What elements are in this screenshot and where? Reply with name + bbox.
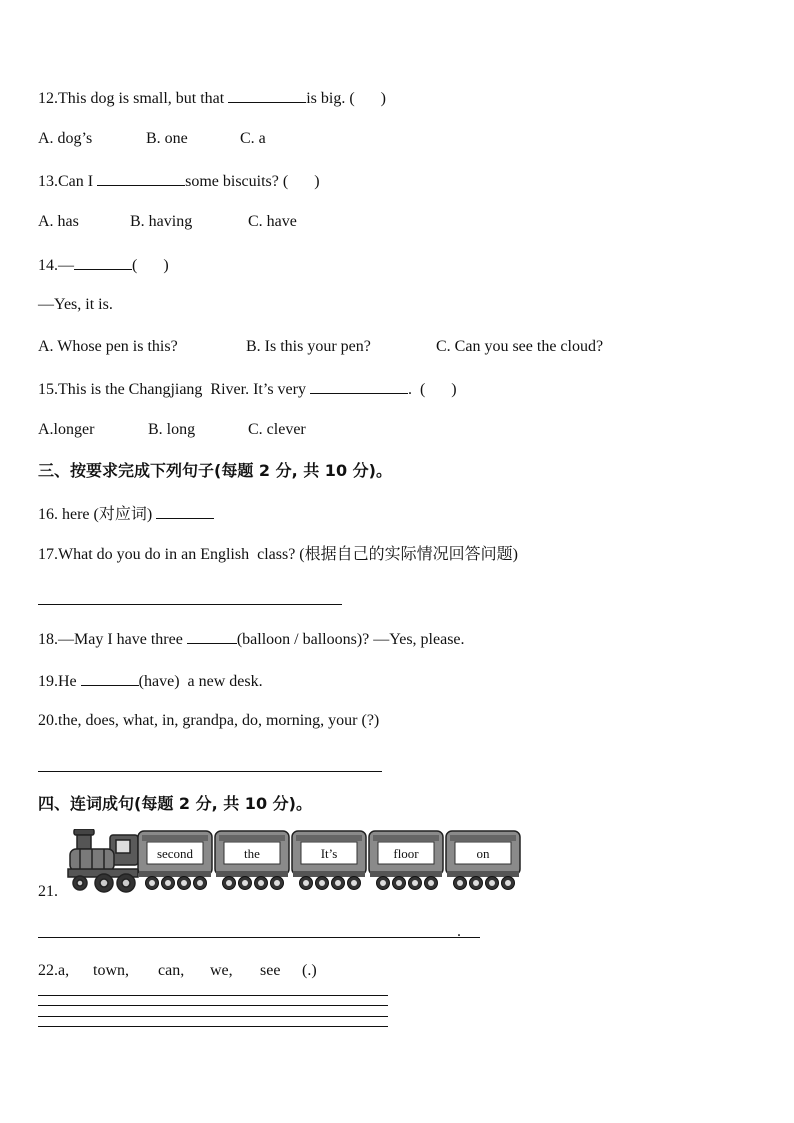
- option-a[interactable]: A. Whose pen is this?: [38, 338, 178, 355]
- train-car: [369, 831, 443, 890]
- car-word: on: [476, 846, 490, 861]
- answer-line-2[interactable]: [38, 1005, 388, 1006]
- question-21-number: 21.: [38, 883, 58, 900]
- question-13-text: 13.Can I: [38, 173, 98, 190]
- question-18: 18.—May I have three (balloon / balloons)? —Yes, please.: [38, 628, 465, 650]
- scrambled-word: see: [260, 962, 281, 979]
- answer-blank[interactable]: [97, 170, 185, 186]
- option-c[interactable]: C. a: [240, 130, 266, 147]
- option-a[interactable]: A. has: [38, 213, 79, 230]
- question-17: 17.What do you do in an English class? (根据自己的实际情况回答问题): [38, 546, 518, 563]
- section-4-heading: 四、连词成句(每题 2 分, 共 10 分)。: [38, 794, 312, 813]
- train-car: [138, 831, 212, 890]
- answer-blank[interactable]: [74, 254, 132, 270]
- scrambled-word: a,: [58, 962, 70, 979]
- car-word: It’s: [320, 846, 338, 861]
- answer-blank[interactable]: [310, 378, 408, 394]
- car-word: second: [156, 846, 194, 861]
- answer-line-1[interactable]: [38, 995, 388, 996]
- question-15: 15.This is the Changjiang River. It’s very . ( ): [38, 378, 457, 400]
- answer-14: —Yes, it is.: [38, 296, 113, 313]
- scrambled-word: town,: [93, 962, 129, 979]
- car-word: the: [244, 846, 260, 861]
- train-car: [215, 831, 289, 890]
- section-3-heading: 三、按要求完成下列句子(每题 2 分, 共 10 分)。: [38, 461, 392, 480]
- question-14: 14.— ( ): [38, 254, 169, 276]
- answer-line-4[interactable]: [38, 1026, 388, 1027]
- answer-line[interactable]: [38, 604, 342, 605]
- answer-blank[interactable]: [81, 670, 139, 686]
- option-c[interactable]: C. have: [248, 213, 297, 230]
- answer-line[interactable]: [38, 771, 382, 772]
- scrambled-word: can,: [158, 962, 185, 979]
- train-car: [292, 831, 366, 890]
- answer-blank[interactable]: [156, 503, 214, 519]
- option-b[interactable]: B. having: [130, 213, 193, 230]
- option-c[interactable]: C. clever: [248, 421, 306, 438]
- option-a[interactable]: A.longer: [38, 421, 95, 438]
- train-car: [446, 831, 520, 890]
- question-12-text: 12.This dog is small, but that: [38, 90, 229, 107]
- answer-blank[interactable]: [228, 87, 306, 103]
- option-b[interactable]: B. long: [148, 421, 196, 438]
- scrambled-word: (.): [302, 962, 317, 979]
- answer-blank[interactable]: [187, 628, 237, 644]
- question-19: 19.He (have) a new desk.: [38, 670, 263, 692]
- option-a[interactable]: A. dog’s: [38, 130, 93, 147]
- car-word: floor: [393, 846, 419, 861]
- scrambled-word: we,: [210, 962, 233, 979]
- option-c[interactable]: C. Can you see the cloud?: [436, 338, 604, 355]
- question-22: 22.a, town, can, we, see (.): [38, 961, 322, 981]
- answer-line-3[interactable]: [38, 1016, 388, 1017]
- question-14-text: 14.—: [38, 257, 74, 274]
- question-16: 16. here (对应词): [38, 503, 214, 525]
- options-15: [38, 420, 306, 440]
- options-13: [38, 212, 297, 232]
- question-20: 20.the, does, what, in, grandpa, do, morning, your (?): [38, 712, 380, 729]
- option-b[interactable]: B. one: [146, 130, 188, 147]
- options-14: [38, 337, 603, 357]
- question-15-text: 15.This is the Changjiang River. It’s very: [38, 381, 310, 398]
- end-mark: .: [457, 923, 461, 940]
- question-13: 13.Can I some biscuits? ( ): [38, 170, 320, 192]
- question-12: 12.This dog is small, but that is big. ( ): [38, 87, 386, 109]
- options-12: [38, 129, 266, 149]
- answer-line[interactable]: [38, 937, 480, 938]
- option-b[interactable]: B. Is this your pen?: [246, 338, 371, 355]
- locomotive-icon: [68, 829, 138, 892]
- train-picture: [66, 829, 522, 900]
